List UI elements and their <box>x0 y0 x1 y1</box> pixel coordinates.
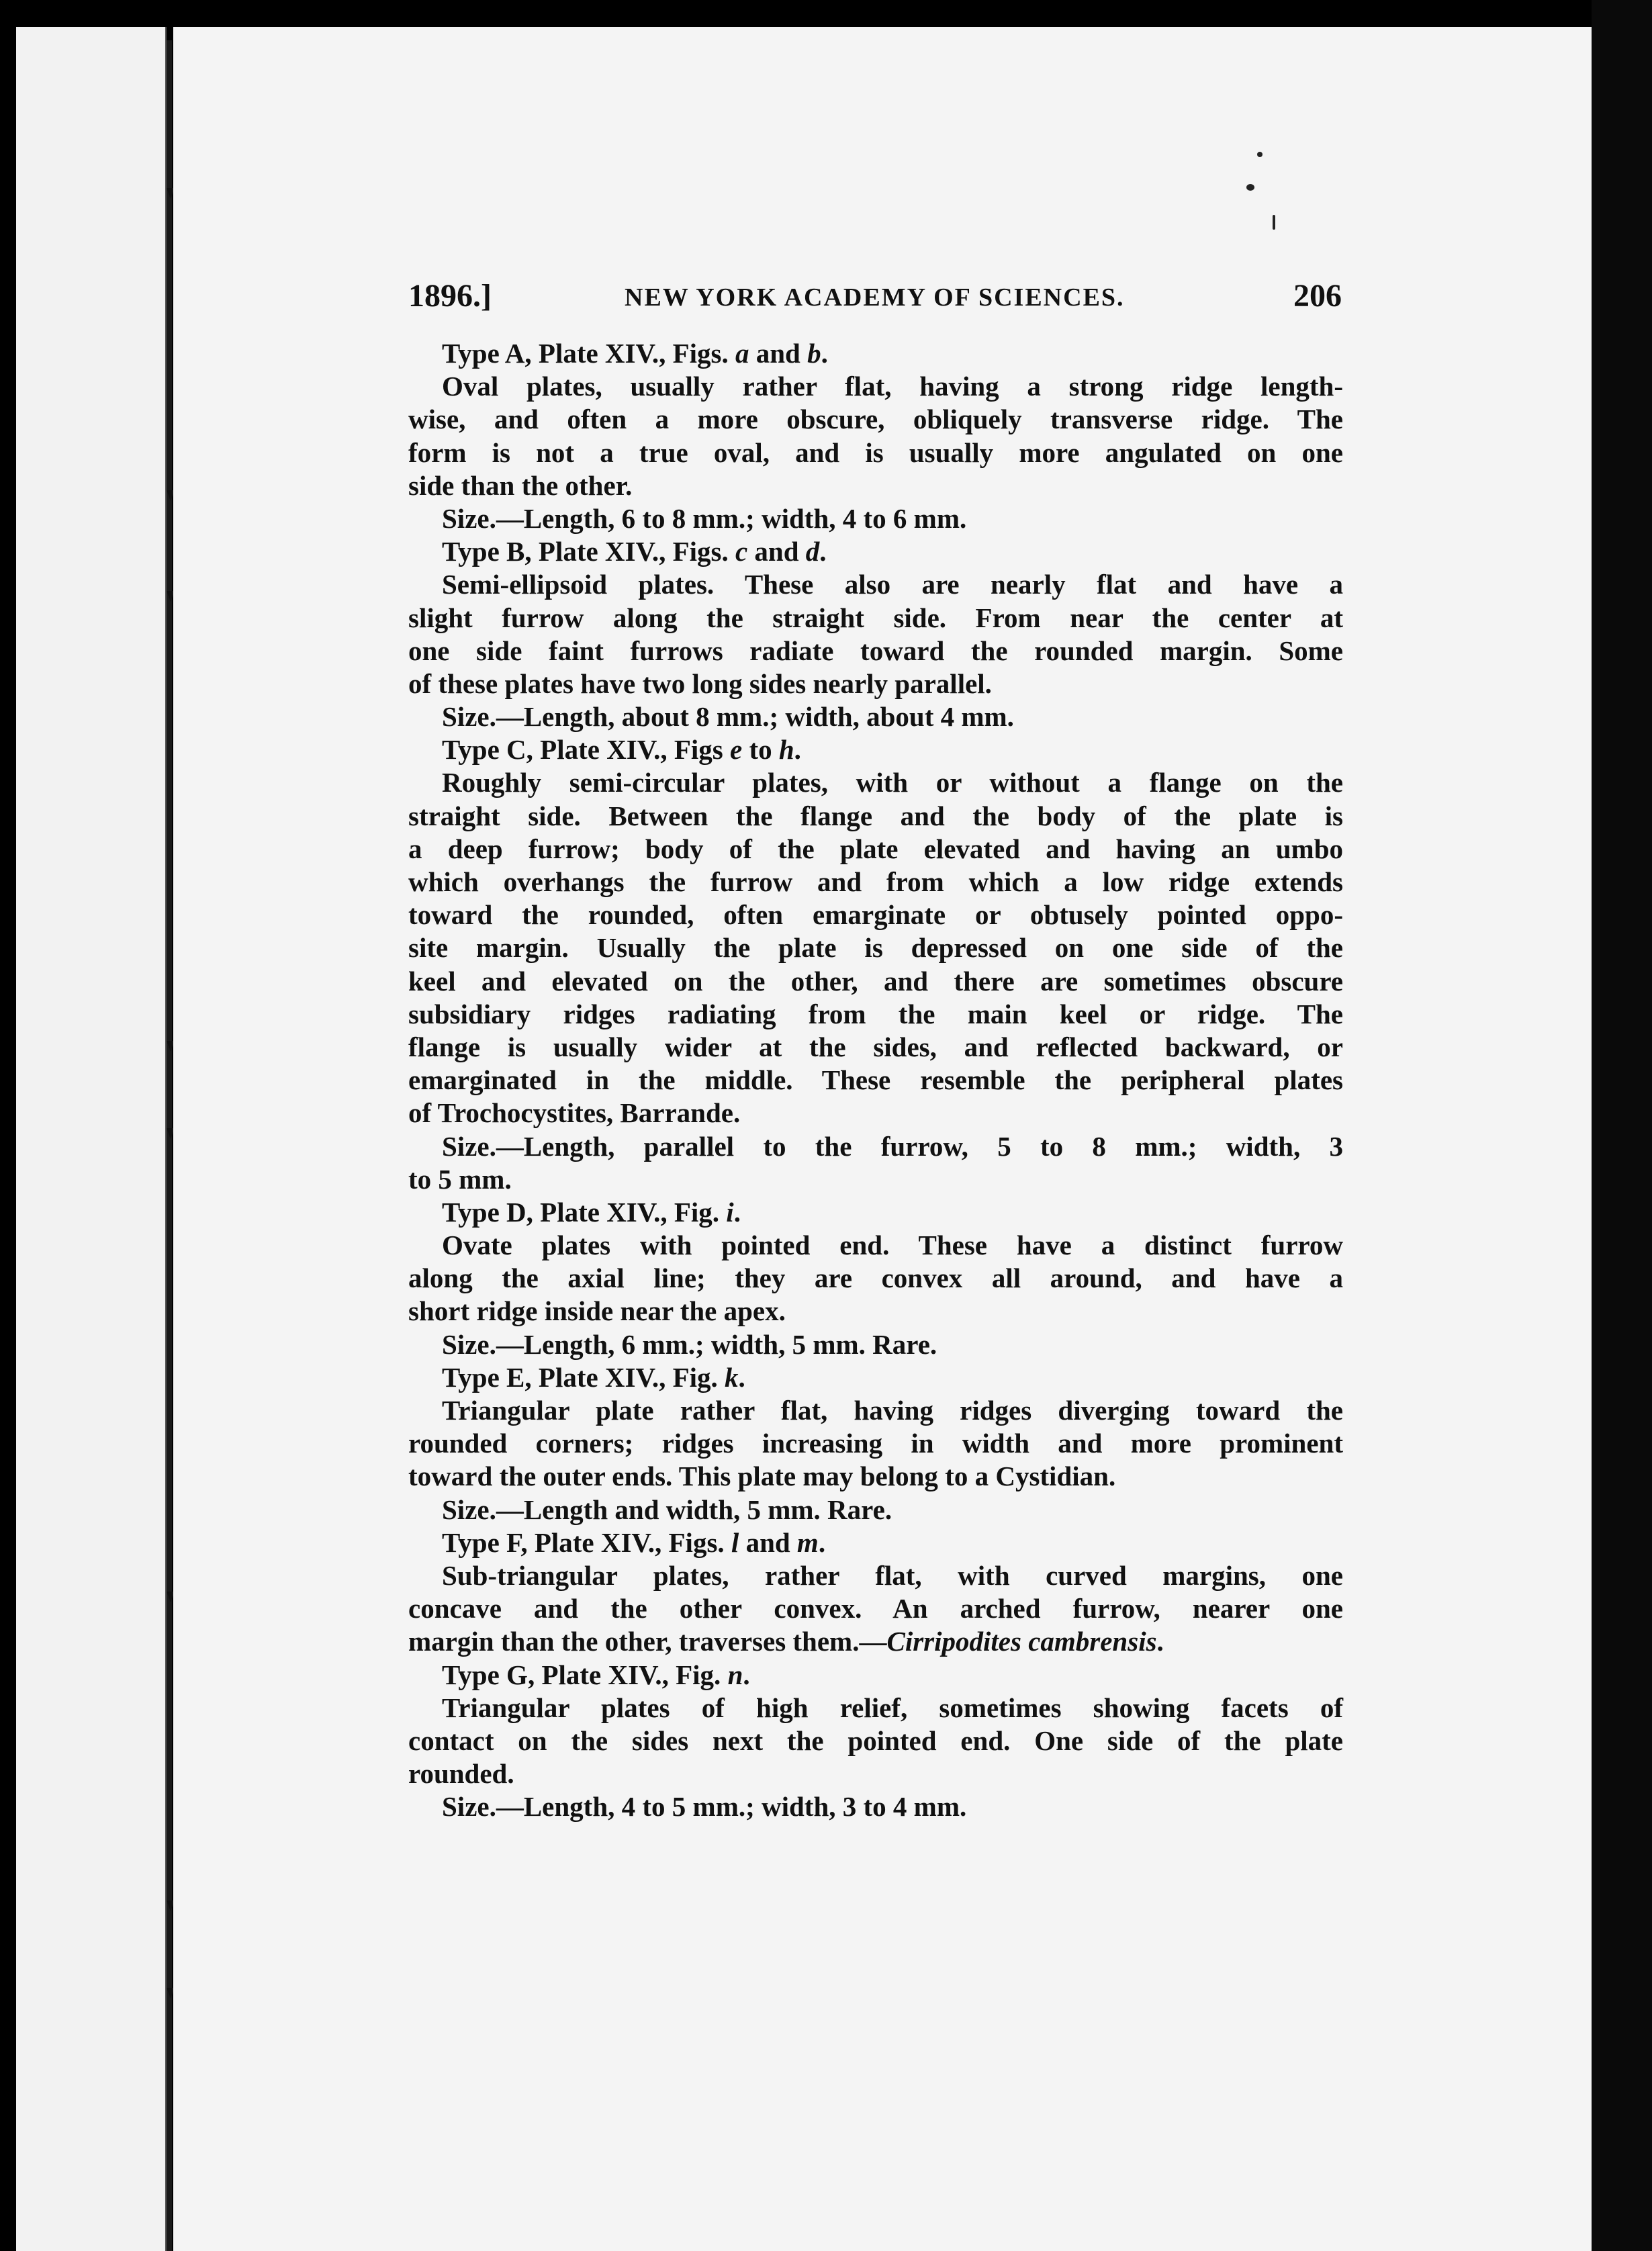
text-line <box>408 1031 1343 1064</box>
scan-speck <box>1273 215 1275 230</box>
scan-speck <box>1246 184 1254 191</box>
scan-speck <box>1257 152 1263 157</box>
line-text: Ovate plates with pointed end. These have a distinct furrow <box>442 1230 1343 1261</box>
text-line <box>408 1526 1343 1559</box>
text-line <box>408 635 1343 668</box>
line-text: . <box>818 1526 826 1558</box>
line-text: which overhangs the furrow and from which a low ridge extends <box>408 866 1343 897</box>
line-text: Type F, Plate XIV., Figs. <box>442 1526 731 1558</box>
line-text: margin than the other, traverses them.— <box>408 1626 887 1657</box>
text-line <box>408 1427 1343 1460</box>
line-text: of Trochocystites, Barrande. <box>408 1097 741 1129</box>
line-text: Roughly semi-circular plates, with or without a flange on the <box>442 767 1343 798</box>
line-text: concave and the other convex. An arched furrow, nearer one <box>408 1593 1343 1624</box>
italic-text: n <box>727 1659 743 1690</box>
italic-text: c <box>735 536 748 567</box>
line-text: slight furrow along the straight side. From near the center at <box>408 602 1343 633</box>
line-text: of these plates have two long sides nearly parallel. <box>408 668 992 699</box>
running-head <box>408 277 1342 318</box>
line-text: Type E, Plate XIV., Fig. <box>442 1361 725 1393</box>
line-text: toward the outer ends. This plate may belong to a Cystidian. <box>408 1461 1116 1492</box>
line-text: Size.—Length and width, 5 mm. Rare. <box>442 1494 892 1525</box>
text-line <box>408 469 1343 502</box>
line-text: . <box>794 734 801 766</box>
text-line <box>408 1757 1343 1790</box>
text-line <box>408 800 1343 833</box>
line-text: . <box>743 1659 750 1690</box>
line-text: rounded corners; ridges increasing in width and more prominent <box>408 1428 1343 1459</box>
line-text: to 5 mm. <box>408 1163 512 1195</box>
text-line <box>408 1328 1343 1361</box>
line-text: Sub-triangular plates, rather flat, with curved margins, one <box>442 1559 1343 1591</box>
italic-text: e <box>729 734 743 766</box>
line-text: Size.—Length, 6 to 8 mm.; width, 4 to 6 mm. <box>442 502 967 534</box>
italic-text: h <box>778 734 794 766</box>
line-text: flange is usually wider at the sides, and reflected backward, or <box>408 1031 1343 1062</box>
scan-border-left <box>0 0 16 2251</box>
line-text: Type B, Plate XIV., Figs. <box>442 536 735 567</box>
text-line <box>408 1130 1343 1163</box>
scan-border-top <box>0 0 1652 27</box>
italic-text: a <box>735 338 749 369</box>
text-line <box>408 1790 1343 1823</box>
text-line <box>408 833 1343 866</box>
line-text: . <box>738 1361 745 1393</box>
line-text: Oval plates, usually rather flat, having a strong ridge length- <box>442 371 1343 402</box>
line-text: Size.—Length, 6 mm.; width, 5 mm. Rare. <box>442 1328 937 1360</box>
line-text: Semi-ellipsoid plates. These also are nearly flat and have a <box>442 569 1343 600</box>
text-line <box>408 1592 1343 1625</box>
text-line <box>408 337 1343 370</box>
text-line <box>408 766 1343 799</box>
line-text: one side faint furrows radiate toward the rounded margin. Some <box>408 635 1343 666</box>
text-line <box>408 602 1343 635</box>
italic-text: i <box>726 1196 734 1228</box>
running-head-title: NEW YORK ACADEMY OF SCIENCES. <box>625 283 1125 312</box>
text-line <box>408 1064 1343 1097</box>
line-text: Triangular plate rather flat, having ridges diverging toward the <box>442 1395 1343 1426</box>
text-line <box>408 535 1343 568</box>
facing-page-edge <box>16 27 167 2251</box>
text-line <box>408 502 1343 535</box>
line-text: Size.—Length, 4 to 5 mm.; width, 3 to 4 mm. <box>442 1791 967 1823</box>
italic-text: k <box>725 1361 739 1393</box>
text-line <box>408 1229 1343 1262</box>
page-number: 206 <box>1293 278 1342 314</box>
text-line <box>408 1494 1343 1526</box>
line-text: wise, and often a more obscure, obliquely transverse ridge. The <box>408 404 1343 435</box>
text-line <box>408 437 1343 469</box>
line-text: straight side. Between the flange and the body of the plate is <box>408 800 1343 831</box>
line-text: and <box>749 338 808 369</box>
line-text: rounded. <box>408 1758 514 1790</box>
italic-text: Cirripodites cambrensis <box>886 1626 1157 1657</box>
line-text: Type A, Plate XIV., Figs. <box>442 338 735 369</box>
body-text <box>408 337 1343 1823</box>
text-line <box>408 1262 1343 1295</box>
line-text: side than the other. <box>408 469 633 501</box>
line-text: Type D, Plate XIV., Fig. <box>442 1196 727 1228</box>
line-text: . <box>733 1196 741 1228</box>
italic-text: m <box>796 1526 819 1558</box>
text-line <box>408 1692 1343 1725</box>
line-text: and <box>747 536 806 567</box>
text-line <box>408 1361 1343 1394</box>
text-line <box>408 403 1343 436</box>
line-text: along the axial line; they are convex all around, and have a <box>408 1262 1343 1294</box>
text-line <box>408 1659 1343 1692</box>
line-text: . <box>819 536 827 567</box>
running-head-year: 1896.] <box>408 278 492 314</box>
line-text: to <box>742 734 779 766</box>
line-text: Size.—Length, about 8 mm.; width, about 4 mm. <box>442 701 1014 733</box>
text-line <box>408 1295 1343 1328</box>
text-line <box>408 668 1343 700</box>
text-line <box>408 998 1343 1031</box>
text-line <box>408 1460 1343 1493</box>
text-line <box>408 700 1343 733</box>
text-line <box>408 965 1343 998</box>
text-line <box>408 931 1343 964</box>
text-line <box>408 1163 1343 1196</box>
text-line <box>408 1559 1343 1592</box>
line-text: Type G, Plate XIV., Fig. <box>442 1659 728 1690</box>
line-text: . <box>821 338 828 369</box>
line-text: Size.—Length, parallel to the furrow, 5 to 8 mm.; width, 3 <box>442 1130 1343 1162</box>
line-text: a deep furrow; body of the plate elevated and having an umbo <box>408 833 1343 864</box>
text-line <box>408 1725 1343 1757</box>
text-line <box>408 733 1343 766</box>
text-line <box>408 568 1343 601</box>
line-text: . <box>1156 1626 1164 1657</box>
italic-text: b <box>807 338 821 369</box>
line-text: form is not a true oval, and is usually more angulated on one <box>408 437 1343 468</box>
line-text: Triangular plates of high relief, sometimes showing facets of <box>442 1692 1343 1723</box>
line-text: Type C, Plate XIV., Figs <box>442 734 730 766</box>
line-text: contact on the sides next the pointed end. One side of the plate <box>408 1725 1343 1756</box>
line-text: short ridge inside near the apex. <box>408 1295 786 1327</box>
line-text: emarginated in the middle. These resemble the peripheral plates <box>408 1064 1343 1096</box>
binding-gutter <box>167 40 172 2251</box>
line-text: keel and elevated on the other, and there are sometimes obscure <box>408 965 1343 997</box>
line-text: toward the rounded, often emarginate or obtusely pointed oppo- <box>408 899 1343 931</box>
scan-border-right <box>1592 0 1652 2251</box>
italic-text: d <box>805 536 820 567</box>
text-line <box>408 1196 1343 1229</box>
text-line <box>408 866 1343 899</box>
text-line <box>408 899 1343 931</box>
text-line <box>408 1394 1343 1427</box>
italic-text: l <box>731 1526 739 1558</box>
line-text: subsidiary ridges radiating from the main keel or ridge. The <box>408 998 1343 1029</box>
line-text: and <box>739 1526 797 1558</box>
text-line <box>408 1625 1343 1658</box>
text-line <box>408 370 1343 403</box>
text-line <box>408 1097 1343 1130</box>
line-text: site margin. Usually the plate is depressed on one side of the <box>408 932 1343 964</box>
